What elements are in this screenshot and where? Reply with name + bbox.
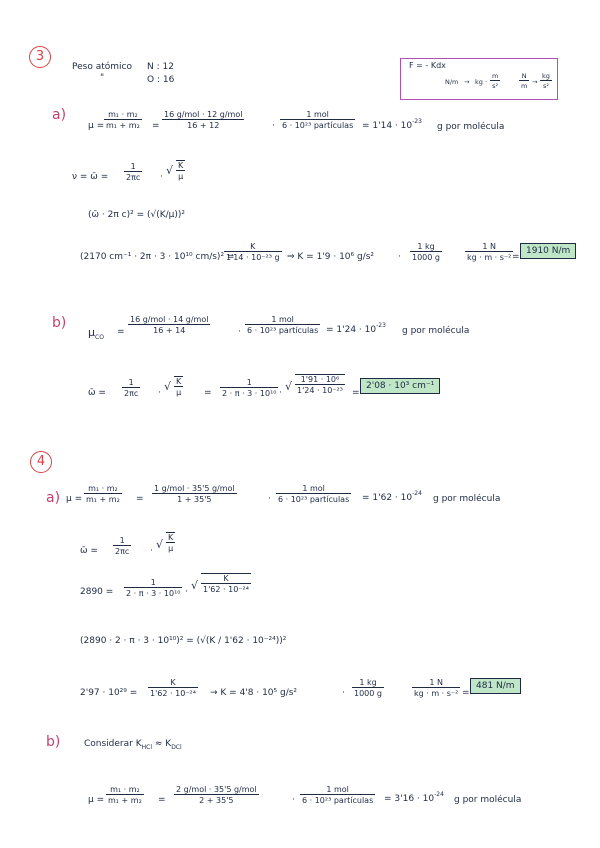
- mol-frac-3a: [280, 110, 355, 130]
- mu-result-exp-3b: -23: [376, 322, 386, 329]
- unit-s2b: s²: [540, 80, 552, 90]
- n-mass: N : 12: [147, 62, 174, 72]
- mass-den-3b: 16 + 14: [128, 324, 210, 335]
- n-den-3a: kg · m · s⁻²: [467, 253, 512, 262]
- dot-4b-1: ·: [292, 795, 295, 805]
- newton-conv-4a: [412, 678, 460, 698]
- mass-num-3b: 16 g/mol · 14 g/mol: [130, 315, 209, 324]
- eq-3a-1: =: [152, 121, 160, 131]
- final-eq-3b: =: [352, 388, 360, 398]
- consider-line-4b: [84, 739, 182, 749]
- part-3a-label: a): [52, 107, 67, 123]
- w-sqrt-num-3b: K: [176, 377, 182, 386]
- final-answer-3b: 2'08 · 10³ cm⁻¹: [360, 378, 440, 394]
- k-over-mu-num-3a: K: [250, 242, 256, 251]
- n-num-3a: 1 N: [482, 242, 496, 251]
- consider-approx-4b: ≈ K: [154, 739, 172, 749]
- mu-num-4b: m₁ · m₂: [110, 785, 140, 794]
- eq-2890-sqrt-4a: [201, 573, 251, 594]
- final-answer-4a: 481 N/m: [470, 678, 521, 694]
- sqrt-sign-3a: √: [166, 164, 174, 177]
- w-lhs-4a: ω̄ =: [80, 546, 98, 556]
- mass-den-4a: 1 + 35'5: [152, 493, 237, 504]
- eq-3b-1: =: [117, 327, 125, 337]
- eq-2890-den-4a: 2 · π · 3 · 10¹⁰: [126, 589, 181, 598]
- mol-frac-3b: [245, 315, 320, 335]
- mu-den-4b: m₁ + m₂: [108, 796, 142, 805]
- ditto-mark: ": [100, 73, 105, 83]
- nu-sqrt-num-3a: K: [178, 161, 184, 170]
- mu-formula-4a: [84, 484, 122, 504]
- force-formula-box: [400, 58, 558, 100]
- nu-lhs-3a: ν = ω̄ =: [72, 172, 109, 182]
- mu-result-4b: [384, 791, 444, 804]
- unit-n-over-m: [519, 72, 529, 90]
- k-dot-4a: ·: [342, 688, 345, 698]
- mol-num-4b: 1 mol: [326, 785, 349, 794]
- w-sqrt-den-4a: μ: [166, 542, 175, 553]
- mass-den-4b: 2 + 35'5: [174, 794, 259, 805]
- w2-sqrt-den-3b: 1'24 · 10⁻²³: [297, 386, 343, 395]
- w-frac-4a: [113, 536, 131, 556]
- unit-kg: kg ·: [475, 78, 488, 86]
- w-den-3b: 2πc: [124, 389, 139, 398]
- kg-num-4a: 1 kg: [359, 678, 377, 687]
- kg-den-3a: 1000 g: [412, 253, 440, 262]
- mu-lhs-4b: μ =: [88, 795, 105, 805]
- eq-2890-num-4a: 1: [150, 578, 156, 587]
- sqrt-sign-3b-2: √: [285, 380, 293, 393]
- eq-2890-sqrt-num-4a: K: [223, 574, 229, 583]
- eq-2890-4a: 2890 =: [80, 587, 114, 597]
- mu-result-4a: [362, 490, 422, 503]
- w-sqrt-num-4a: K: [168, 533, 174, 542]
- k-frac-4a: [148, 678, 198, 698]
- kg-conv-4a: [352, 678, 384, 698]
- mol-den-4a: 6 · 10²³ partículas: [278, 495, 350, 504]
- unit-arrow-2: →: [532, 78, 538, 86]
- mu-result-value-3b: = 1'24 · 10: [326, 325, 377, 335]
- w-num-4a: 1: [119, 536, 125, 545]
- mass-frac-4a: [152, 484, 237, 504]
- problem-4-number: 4: [30, 451, 52, 473]
- mol-num-4a: 1 mol: [302, 484, 325, 493]
- w-lhs-3b: ω̄ =: [88, 388, 106, 398]
- eq-4a-1: =: [136, 494, 144, 504]
- w2-sqrt-num-3b: 1'91 · 10⁶: [300, 375, 340, 384]
- unit-s2: s²: [490, 80, 500, 90]
- mu-result-3b: [326, 322, 386, 335]
- eq-2890-sqrt-den-4a: 1'62 · 10⁻²⁴: [203, 585, 249, 594]
- n-den-4a: kg · m · s⁻²: [414, 689, 459, 698]
- peso-atomico-label: Peso atómico: [72, 62, 132, 72]
- dot-3b-1: ·: [238, 327, 241, 337]
- mass-frac-3a: [162, 110, 244, 130]
- unit-n-per-m: N/m: [445, 78, 459, 86]
- mu-co-sub-3b: CO: [95, 334, 104, 341]
- w-sqrt-4a: [166, 532, 175, 553]
- mu-lhs-3a: μ =: [88, 121, 105, 131]
- w-sqrt-3b: [174, 376, 183, 397]
- k-result-3a: ⇒ K = 1'9 · 10⁶ g/s²: [287, 252, 375, 262]
- nu-dot-3a: ·: [160, 172, 163, 182]
- mol-frac-4a: [276, 484, 351, 504]
- final-eq-4a: =: [462, 688, 470, 698]
- unit-m: m: [492, 72, 499, 80]
- nu-den-3a: 2πc: [126, 173, 141, 182]
- mu-result-unit-3b: g por molécula: [402, 326, 470, 336]
- mass-den-3a: 16 + 12: [162, 119, 244, 130]
- final-eq-3a: =: [512, 252, 520, 262]
- w2-dot-3b: ·: [279, 388, 282, 398]
- n-num-4a: 1 N: [429, 678, 443, 687]
- mu-result-value-4b: = 3'16 · 10: [384, 794, 435, 804]
- k-num-4a: K: [170, 678, 176, 687]
- eq-4b-1: =: [158, 795, 166, 805]
- nu-sqrt-3a: [176, 160, 185, 181]
- unit-kg2: kg: [542, 72, 550, 80]
- mass-num-3a: 16 g/mol · 12 g/mol: [164, 110, 243, 119]
- mass-frac-3b: [128, 315, 210, 335]
- part-4b-label: b): [46, 734, 61, 750]
- k-lhs-4a: 2'97 · 10²⁹ =: [80, 688, 138, 698]
- mu-result-exp-4b: -24: [434, 791, 444, 798]
- mu-result-value-3a: = 1'14 · 10: [362, 121, 413, 131]
- w2-frac-3b: [220, 378, 278, 398]
- mu-result-exp-3a: -23: [412, 118, 422, 125]
- eq-2890-dot-4a: ·: [185, 587, 188, 597]
- kg-conv-3a: [410, 242, 442, 262]
- final-answer-3a: 1910 N/m: [520, 243, 576, 259]
- unit-kg-over-s2: [540, 72, 552, 90]
- mol-num-3a: 1 mol: [306, 110, 329, 119]
- squared-eq-3a: (ω̄ · 2π c)² = (√(K/μ))²: [88, 210, 186, 220]
- mass-num-4a: 1 g/mol · 35'5 g/mol: [154, 484, 235, 493]
- mass-num-4b: 2 g/mol · 35'5 g/mol: [176, 785, 257, 794]
- mol-frac-4b: [300, 785, 375, 805]
- w-num-3b: 1: [128, 378, 134, 387]
- part-3b-label: b): [52, 315, 67, 331]
- mass-frac-4b: [174, 785, 259, 805]
- problem-3-number: 3: [29, 46, 51, 68]
- force-equation: F = - Kdx: [409, 61, 446, 70]
- mu-result-3a: [362, 118, 422, 131]
- w2-den-3b: 2 · π · 3 · 10¹⁰: [222, 389, 277, 398]
- w-frac-3b: [122, 378, 140, 398]
- unit-n: N: [521, 72, 527, 80]
- mu-num-4a: m₁ · m₂: [88, 484, 118, 493]
- consider-sub-dcl: DCl: [171, 744, 182, 751]
- mu-result-exp-4a: -24: [412, 490, 422, 497]
- k-over-mu-3a: [224, 242, 282, 262]
- w-dot-4a: ·: [150, 546, 153, 556]
- w-den-4a: 2πc: [115, 547, 130, 556]
- k-over-mu-den-3a: 1'14 · 10⁻²³ g: [226, 253, 280, 262]
- mol-num-3b: 1 mol: [271, 315, 294, 324]
- newton-conv-3a: [465, 242, 513, 262]
- mu-formula-3a: [104, 110, 142, 130]
- o-mass: O : 16: [147, 75, 175, 85]
- w-sqrt-den-3b: μ: [174, 386, 183, 397]
- kg-den-4a: 1000 g: [354, 689, 382, 698]
- sqrt-sign-3b: √: [164, 380, 172, 393]
- mu-result-unit-4b: g por molécula: [454, 795, 522, 805]
- w2-num-3b: 1: [246, 378, 252, 387]
- k-result-4a: → K = 4'8 · 10⁵ g/s²: [210, 688, 298, 698]
- mu-result-unit-3a: g por molécula: [437, 122, 505, 132]
- k-den-4a: 1'62 · 10⁻²⁴: [150, 689, 196, 698]
- dot-4a-1: ·: [268, 494, 271, 504]
- mu-result-value-4a: = 1'62 · 10: [362, 493, 413, 503]
- k-dot-3a: ·: [398, 252, 401, 262]
- wave-eq-3a: (2170 cm⁻¹ · 2π · 3 · 10¹⁰ cm/s)² =: [80, 252, 235, 262]
- sqrt-sign-4a: √: [156, 538, 164, 551]
- nu-sqrt-den-3a: μ: [176, 170, 185, 181]
- mu-formula-4b: [106, 785, 144, 805]
- eq-2890-frac-4a: [124, 578, 182, 598]
- mu-result-unit-4a: g por molécula: [433, 494, 501, 504]
- mu-lhs-4a: μ =: [66, 494, 83, 504]
- unit-arrow-1: →: [464, 78, 470, 86]
- part-4a-label: a): [46, 490, 61, 506]
- mu-den-4a: m₁ + m₂: [86, 495, 120, 504]
- consider-sub-hcl: HCl: [141, 744, 152, 751]
- mu-co-symbol-3b: μ: [88, 326, 95, 339]
- sqrt-sign-4a-2: √: [191, 579, 199, 592]
- mu-den-3a: m₁ + m₂: [106, 121, 140, 130]
- kg-num-3a: 1 kg: [417, 242, 435, 251]
- nu-num-3a: 1: [130, 162, 136, 171]
- mu-num-3a: m₁ · m₂: [108, 110, 138, 119]
- mol-den-4b: 6 · 10²³ partículas: [302, 796, 374, 805]
- unit-m2: m: [521, 82, 528, 90]
- mu-co-3b: [88, 326, 104, 339]
- w-dot-3b: ·: [158, 388, 161, 398]
- mol-den-3a: 6 · 10²³ partículas: [282, 121, 354, 130]
- mol-den-3b: 6 · 10²³ partículas: [247, 326, 319, 335]
- unit-m-over-s2: [490, 72, 500, 90]
- w2-sqrt-3b: [295, 374, 345, 395]
- eq-3b-2: =: [204, 388, 212, 398]
- squared-eq-4a: (2890 · 2 · π · 3 · 10¹⁰)² = (√(K / 1'62 · 10⁻²⁴))²: [80, 636, 287, 646]
- consider-text-4b: Considerar K: [84, 739, 142, 749]
- nu-frac-3a: [124, 162, 142, 182]
- dot-3a-1: ·: [272, 121, 275, 131]
